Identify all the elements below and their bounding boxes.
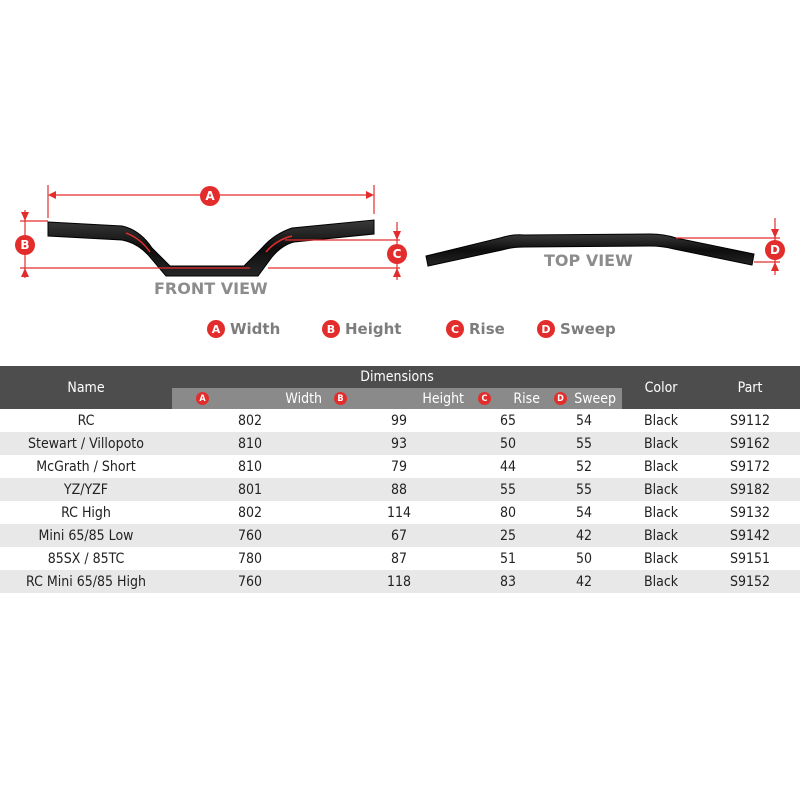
cell-width: 810	[172, 455, 328, 478]
cell-sweep: 52	[546, 455, 622, 478]
cell-name: RC High	[0, 501, 172, 524]
cell-height: 93	[328, 432, 470, 455]
cell-color: Black	[622, 570, 700, 593]
cell-rise: 51	[470, 547, 546, 570]
cell-rise: 83	[470, 570, 546, 593]
cell-width: 760	[172, 524, 328, 547]
cell-sweep: 42	[546, 570, 622, 593]
cell-width: 801	[172, 478, 328, 501]
table-row	[0, 524, 800, 547]
cell-part: S9132	[700, 501, 800, 524]
subheader-circle: D	[554, 392, 567, 405]
cell-height: 114	[328, 501, 470, 524]
legend-item-sweep	[537, 320, 616, 338]
table-row	[0, 455, 800, 478]
cell-height: 88	[328, 478, 470, 501]
cell-color: Black	[622, 478, 700, 501]
legend-label: Sweep	[560, 320, 616, 338]
legend-label: Height	[345, 320, 402, 338]
cell-sweep: 42	[546, 524, 622, 547]
cell-rise: 50	[470, 432, 546, 455]
subheader-label: Sweep	[574, 390, 617, 407]
table-row	[0, 478, 800, 501]
legend-label: Width	[230, 320, 281, 338]
part-header: Part	[700, 366, 800, 409]
front-view-label: FRONT VIEW	[154, 279, 268, 298]
cell-height: 67	[328, 524, 470, 547]
cell-name: RC	[0, 409, 172, 432]
cell-rise: 25	[470, 524, 546, 547]
cell-part: S9142	[700, 524, 800, 547]
cell-sweep: 50	[546, 547, 622, 570]
cell-width: 810	[172, 432, 328, 455]
cell-name: RC Mini 65/85 High	[0, 570, 172, 593]
cell-rise: 80	[470, 501, 546, 524]
cell-rise: 44	[470, 455, 546, 478]
cell-name: Stewart / Villopoto	[0, 432, 172, 455]
legend-circle: C	[446, 320, 464, 338]
legend-item-rise	[446, 320, 505, 338]
cell-width: 802	[172, 409, 328, 432]
subheader-label: Height	[422, 390, 464, 407]
cell-name: Mini 65/85 Low	[0, 524, 172, 547]
cell-color: Black	[622, 455, 700, 478]
legend-item-height	[322, 320, 401, 338]
cell-part: S9182	[700, 478, 800, 501]
cell-sweep: 54	[546, 409, 622, 432]
marker-b-label: B	[20, 238, 30, 252]
cell-sweep: 54	[546, 501, 622, 524]
table-row	[0, 501, 800, 524]
cell-part: S9152	[700, 570, 800, 593]
dimension-legend	[0, 320, 800, 342]
name-header: Name	[0, 366, 172, 409]
marker-c-label: C	[392, 247, 402, 261]
top-view-label: TOP VIEW	[544, 251, 633, 270]
marker-a-label: A	[205, 189, 215, 203]
subheader-label: Width	[285, 390, 322, 407]
cell-height: 87	[328, 547, 470, 570]
legend-circle: D	[537, 320, 555, 338]
cell-part: S9151	[700, 547, 800, 570]
table-row	[0, 547, 800, 570]
subheader-label: Rise	[513, 390, 540, 407]
cell-width: 760	[172, 570, 328, 593]
subheader-circle: B	[334, 392, 347, 405]
rise-subheader	[470, 388, 546, 409]
cell-height: 99	[328, 409, 470, 432]
cell-color: Black	[622, 547, 700, 570]
marker-d-label: D	[770, 243, 780, 257]
cell-part: S9112	[700, 409, 800, 432]
cell-color: Black	[622, 524, 700, 547]
cell-width: 802	[172, 501, 328, 524]
cell-name: 85SX / 85TC	[0, 547, 172, 570]
handlebar-spec-table	[0, 366, 800, 593]
sweep-subheader	[546, 388, 622, 409]
cell-sweep: 55	[546, 478, 622, 501]
cell-rise: 55	[470, 478, 546, 501]
height-dimension	[15, 210, 250, 278]
cell-sweep: 55	[546, 432, 622, 455]
subheader-circle: A	[196, 392, 209, 405]
table-row	[0, 570, 800, 593]
legend-circle: B	[322, 320, 340, 338]
legend-label: Rise	[469, 320, 505, 338]
cell-name: YZ/YZF	[0, 478, 172, 501]
height-subheader	[328, 388, 470, 409]
width-dimension	[48, 185, 374, 218]
cell-color: Black	[622, 432, 700, 455]
table-row	[0, 432, 800, 455]
cell-color: Black	[622, 501, 700, 524]
cell-width: 780	[172, 547, 328, 570]
cell-name: McGrath / Short	[0, 455, 172, 478]
cell-height: 79	[328, 455, 470, 478]
cell-height: 118	[328, 570, 470, 593]
cell-color: Black	[622, 409, 700, 432]
table-row	[0, 409, 800, 432]
legend-circle: A	[207, 320, 225, 338]
cell-part: S9172	[700, 455, 800, 478]
width-subheader	[172, 388, 328, 409]
dimensions-header: Dimensions	[172, 366, 622, 388]
subheader-circle: C	[478, 392, 491, 405]
cell-rise: 65	[470, 409, 546, 432]
color-header: Color	[622, 366, 700, 409]
cell-part: S9162	[700, 432, 800, 455]
legend-item-width	[207, 320, 280, 338]
